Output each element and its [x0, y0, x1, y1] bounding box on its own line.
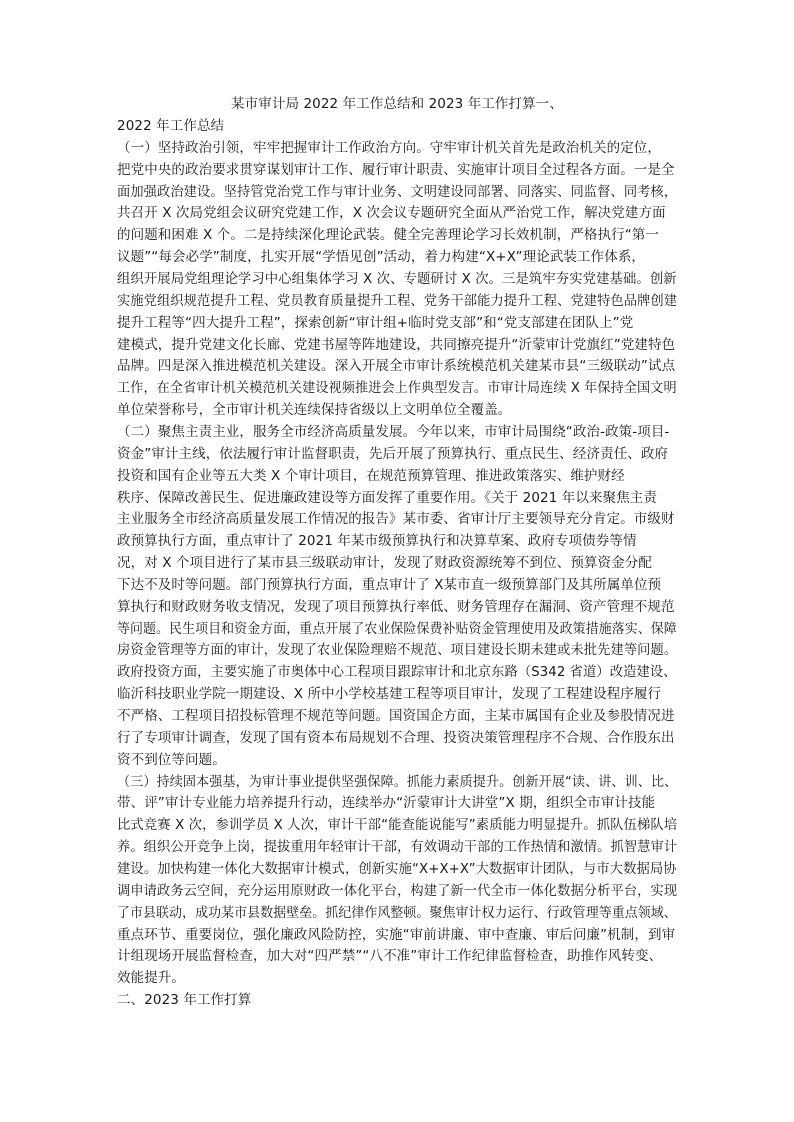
- body-line: （二）聚焦主责主业，服务全市经济高质量发展。今年以来，市审计局围绕“政治-政策-项目-: [117, 423, 670, 440]
- body-line: 了市县联动，成功某市县数据壁垒。抓纪律作风整顿。聚焦审计权力运行、行政管理等重点领域、: [117, 904, 677, 921]
- body-line: 行了专项审计调查，发现了国有资本布局规划不合理、投资决策管理程序不合规、合作股东出: [117, 729, 675, 746]
- body-line: 不严格、工程项目招投标管理不规范等问题。国资国企方面，主某市属国有企业及参股情况进: [117, 708, 675, 724]
- body-line: 品牌。四是深入推进模范机关建设。深入开展全市审计系统模范机关建某市县“三级联动”试点: [117, 358, 676, 375]
- body-line: 政预算执行方面，重点审计了 2021 年某市级预算执行和决算草案、政府专项债券等情: [117, 533, 637, 550]
- body-line: 共召开 X 次局党组会议研究党建工作，X 次会议专题研究全面从严治党工作，解决党建方面: [117, 205, 666, 222]
- body-line: 调申请政务云空间，充分运用原财政一体化平台，构建了新一代全市一体化数据分析平台，实现: [117, 882, 678, 899]
- body-line: 效能提升。: [117, 970, 185, 987]
- body-line: （一）坚持政治引领，牢牢把握审计工作政治方向。守牢审计机关首先是政治机关的定位，: [117, 139, 661, 156]
- body-line: 政府投资方面，主要实施了市奥体中心工程项目跟踪审计和北京东路（S342 省道）改造建设、: [117, 664, 677, 681]
- body-line: 建模式，提升党建文化长廊、党建书屋等阵地建设，共同擦亮提升“沂蒙审计党旗红”党建特色: [117, 336, 676, 353]
- body-line: 建设。加快构建一体化大数据审计模式，创新实施“X+X+X”大数据审计团队，与市大数据局协: [117, 860, 677, 877]
- body-line: 资不到位等问题。: [117, 751, 226, 768]
- body-line: 比式竞赛 X 次，参训学员 X 人次，审计干部“能查能说能写”素质能力明显提升。抓队伍梯队培: [117, 817, 678, 834]
- body-line: 的问题和困难 X 个。二是持续深化理论武装。健全完善理论学习长效机制，严格执行“第一: [117, 227, 660, 244]
- body-line: 议题”“每会必学”制度，扎实开展“学悟见创”活动，着力构建“X+X”理论武装工作体系，: [117, 249, 646, 266]
- body-line: 算执行和财政财务收支情况，发现了项目预算执行率低、财务管理存在漏洞、资产管理不规范: [117, 598, 675, 615]
- body-line: 面加强政治建设。坚持管党治党工作与审计业务、文明建设同部署、同落实、同监督、同考核，: [117, 183, 678, 200]
- body-line: 单位荣誉称号，全市审计机关连续保持省级以上文明单位全覆盖。: [117, 402, 512, 419]
- body-line: 2022 年工作总结: [117, 118, 225, 134]
- body-line: 下达不及时等问题。部门预算执行方面，重点审计了 X某市直一级预算部门及其所属单位预: [117, 576, 662, 593]
- body-line: 养。组织公开竞争上岗，提拔重用年轻审计干部，有效调动干部的工作热情和激情。抓智慧审计: [117, 839, 678, 856]
- body-line: 况，对 X 个项目进行了某市县三级联动审计，发现了财政资源统筹不到位、预算资金分配: [117, 555, 652, 571]
- document-title: 某市审计局 2022 年工作总结和 2023 年工作打算一、: [231, 96, 563, 112]
- body-line: 二、2023 年工作打算: [117, 992, 252, 1008]
- body-line: 秩序、保障改善民生、促进廉政建设等方面发挥了重要作用。《关于 2021 年以来聚焦主责: [117, 489, 657, 506]
- body-line: 资金”审计主线，依法履行审计监督职责，先后开展了预算执行、重点民生、经济责任、政府: [117, 445, 669, 462]
- body-line: 等问题。民生项目和资金方面，重点开展了农业保险保费补贴资金管理使用及政策措施落实、保障: [117, 620, 677, 637]
- body-line: 实施党组织规范提升工程、党员教育质量提升工程、党务干部能力提升工程、党建特色品牌创建: [117, 292, 678, 309]
- body-line: 工作，在全省审计机关模范机关建设视频推进会上作典型发言。市审计局连续 X 年保持全国文明: [117, 380, 677, 397]
- body-line: 计组现场开展监督检查，加大对“四严禁”“八不准”审计工作纪律监督检查，助推作风转变、: [117, 948, 663, 965]
- body-line: 房资金管理等方面的审计，发现了农业保险理赔不规范、项目建设长期未建或未批先建等问题。: [117, 642, 678, 659]
- body-line: 组织开展局党组理论学习中心组集体学习 X 次、专题研讨 X 次。三是筑牢夯实党建基础。创新: [117, 271, 677, 287]
- body-line: 主业服务全市经济高质量发展工作情况的报告》某市委、省审计厅主要领导充分肯定。市级财: [117, 511, 675, 528]
- body-line: （三）持续固本强基，为审计事业提供坚强保障。抓能力素质提升。创新开展“读、讲、训、比、: [117, 773, 678, 790]
- body-line: 临沂科技职业学院一期建设、X 所中小学校基建工程等项目审计，发现了工程建设程序履行: [117, 686, 662, 703]
- body-line: 提升工程等“四大提升工程”，探索创新“审计组+临时党支部”和“党支部建在团队上”党: [117, 314, 634, 331]
- body-line: 带、评”审计专业能力培养提升行动，连续举办“沂蒙审计大讲堂”X 期，组织全市审计技能: [117, 795, 656, 812]
- body-line: 把党中央的政治要求贯穿谋划审计工作、履行审计职责、实施审计项目全过程各方面。一是全: [117, 161, 675, 178]
- body-line: 重点环节、重要岗位，强化廉政风险防控，实施“审前讲廉、审中查廉、审后问廉”机制，到审: [117, 926, 676, 943]
- body-line: 投资和国有企业等五大类 X 个审计项目，在规范预算管理、推进政策落实、维护财经: [117, 467, 625, 484]
